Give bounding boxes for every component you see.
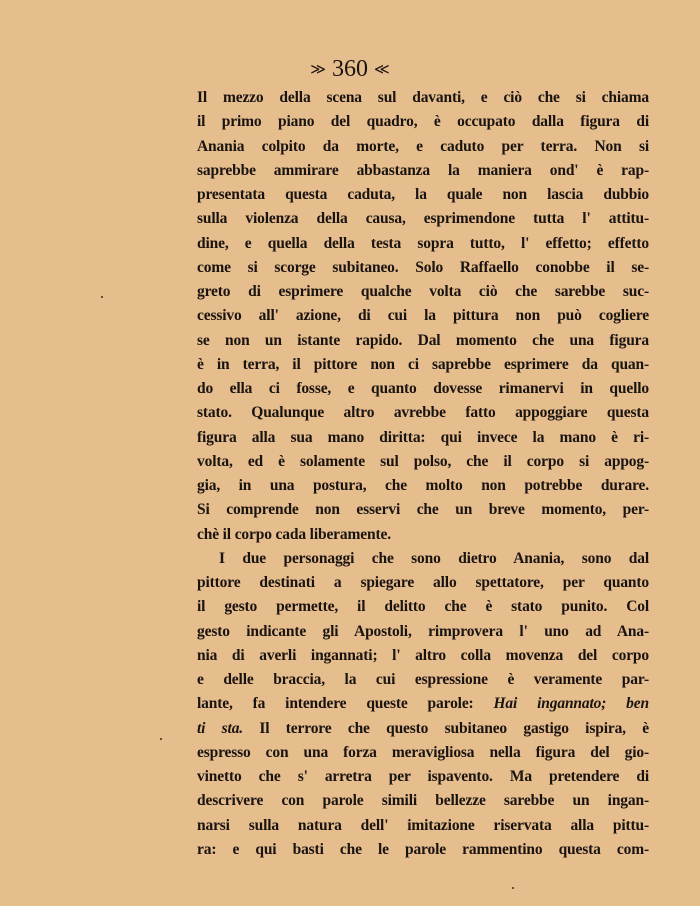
text-line <box>197 717 649 741</box>
text-line: il gesto permette, il delitto che è stato punito. Col <box>197 598 649 616</box>
quote-italic: Hai ingannato; ben <box>493 695 649 713</box>
page-number: 360 <box>332 56 368 82</box>
text-line <box>197 692 649 716</box>
text-line: ra: e qui basti che le parole rammentino questa com- <box>197 840 649 858</box>
text-line: saprebbe ammirare abbastanza la maniera ond' è rap- <box>197 161 649 179</box>
text-line: cessivo all' azione, di cui la pittura non può cogliere <box>197 307 649 325</box>
text-segment: lante, fa intendere queste parole: <box>197 695 474 713</box>
text-line: gesto indicante gli Apostoli, rimprovera l' uno ad Ana- <box>197 622 649 640</box>
text-line: figura alla sua mano diritta: qui invece la mano è ri- <box>197 428 649 446</box>
paper-speck <box>101 296 103 298</box>
text-line: Anania colpito da morte, e caduto per terra. Non si <box>197 137 649 155</box>
text-line: pittore destinati a spiegare allo spettatore, per quanto <box>197 574 649 591</box>
text-line: il primo piano del quadro, è occupato dalla figura di <box>197 113 649 131</box>
text-line: come si scorge subitaneo. Solo Raffaello conobbe il se- <box>197 258 649 276</box>
text-line: nia di averli ingannati; l' altro colla movenza del corpo <box>197 646 649 664</box>
quote-italic: ti sta. <box>197 719 244 737</box>
text-segment: Il terrore che questo subitaneo gastigo ispira, è <box>259 719 649 737</box>
text-line: chè il corpo cada liberamente. <box>197 525 391 543</box>
paper-speck <box>160 738 162 740</box>
page-header <box>0 55 700 84</box>
text-line: do ella ci fosse, e quanto dovesse rimanervi in quello <box>197 380 649 397</box>
text-line: dine, e quella della testa sopra tutto, l' effetto; effetto <box>197 234 649 252</box>
body-text <box>197 86 649 862</box>
text-line: Il mezzo della scena sul davanti, e ciò che si chiama <box>197 89 649 106</box>
text-line: e delle braccia, la cui espressione è veramente par- <box>197 671 649 688</box>
text-line: sulla violenza della causa, esprimendone tutta l' attitu- <box>197 210 649 228</box>
text-line: è in terra, il pittore non ci saprebbe esprimere da quan- <box>197 355 649 373</box>
text-line: Si comprende non esservi che un breve momento, per- <box>197 501 649 519</box>
text-line: se non un istante rapido. Dal momento che una figura <box>197 331 649 349</box>
text-line: presentata questa caduta, la quale non lascia dubbio <box>197 186 649 203</box>
paper-speck <box>512 887 514 889</box>
text-line: stato. Qualunque altro avrebbe fatto appoggiare questa <box>197 404 649 422</box>
text-line: descrivere con parole simili bellezze sarebbe un ingan- <box>197 792 649 810</box>
text-line: narsi sulla natura dell' imitazione riservata alla pittu- <box>197 816 649 834</box>
ornament-left-icon: ≫ <box>310 62 326 78</box>
text-line: vinetto che s' arretra per ispavento. Ma pretendere di <box>197 768 649 785</box>
text-line: I due personaggi che sono dietro Anania, sono dal <box>219 549 649 567</box>
text-line: gia, in una postura, che molto non potrebbe durare. <box>197 477 649 494</box>
text-line: volta, ed è solamente sul polso, che il corpo si appog- <box>197 452 649 470</box>
text-line: espresso con una forza meravigliosa nella figura del gio- <box>197 743 649 761</box>
ornament-right-icon: ≪ <box>374 62 390 78</box>
text-line: greto di esprimere qualche volta ciò che sarebbe suc- <box>197 283 649 300</box>
